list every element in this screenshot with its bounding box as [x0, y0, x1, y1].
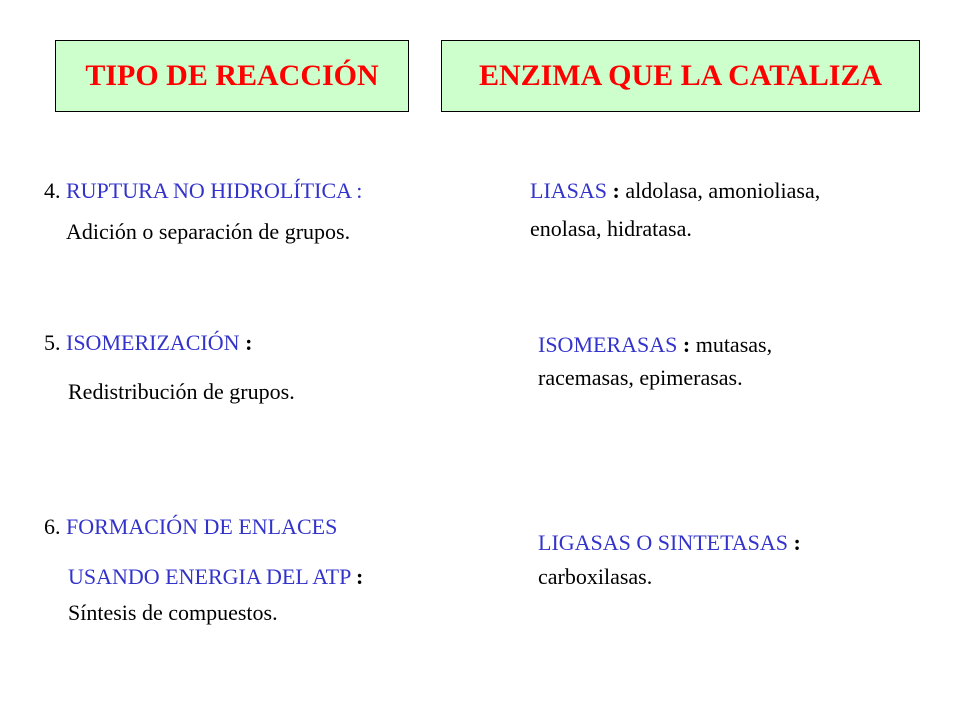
reaction-6-desc: Síntesis de compuestos.	[68, 600, 278, 625]
reaction-6-name-1: FORMACIÓN DE ENLACES	[66, 514, 338, 539]
enzyme-4-examples-2: enolasa, hidratasa.	[530, 216, 692, 241]
header-enzyme	[441, 40, 920, 112]
enzyme-6-class: LIGASAS O SINTETASAS	[538, 530, 789, 555]
enzyme-6	[538, 530, 801, 556]
reaction-6-sep: :	[356, 564, 364, 589]
enzyme-4	[530, 178, 820, 204]
reaction-5-number: 5.	[44, 330, 61, 355]
reaction-4-desc: Adición o separación de grupos.	[66, 219, 351, 244]
reaction-4-title	[44, 178, 362, 204]
reaction-4-number: 4.	[44, 178, 61, 203]
header-reaction-type-label: TIPO DE REACCIÓN	[85, 59, 379, 92]
enzyme-5	[538, 332, 772, 358]
reaction-4-sep: :	[356, 178, 363, 203]
reaction-5-desc: Redistribución de grupos.	[68, 379, 295, 404]
header-enzyme-label: ENZIMA QUE LA CATALIZA	[478, 59, 883, 92]
reaction-5-sep: :	[245, 330, 253, 355]
enzyme-5-examples-2: racemasas, epimerasas.	[538, 365, 743, 390]
reaction-5-name: ISOMERIZACIÓN	[66, 330, 240, 355]
reaction-6-title	[44, 514, 337, 540]
enzyme-5-examples-1: mutasas,	[695, 332, 773, 357]
enzyme-6-examples-1: carboxilasas.	[538, 564, 653, 589]
reaction-6-number: 6.	[44, 514, 61, 539]
header-reaction-type	[55, 40, 409, 112]
enzyme-4-sep: :	[612, 178, 620, 203]
reaction-6-name-2: USANDO ENERGIA DEL ATP	[68, 564, 351, 589]
enzyme-6-sep: :	[793, 530, 801, 555]
reaction-5-title	[44, 330, 252, 356]
enzyme-5-class: ISOMERASAS	[538, 332, 678, 357]
reaction-6-title-2	[68, 564, 363, 590]
reaction-4-name: RUPTURA NO HIDROLÍTICA	[66, 178, 351, 203]
enzyme-4-class: LIASAS	[530, 178, 608, 203]
enzyme-5-sep: :	[682, 332, 691, 357]
enzyme-4-examples-1: aldolasa, amonioliasa,	[625, 178, 821, 203]
